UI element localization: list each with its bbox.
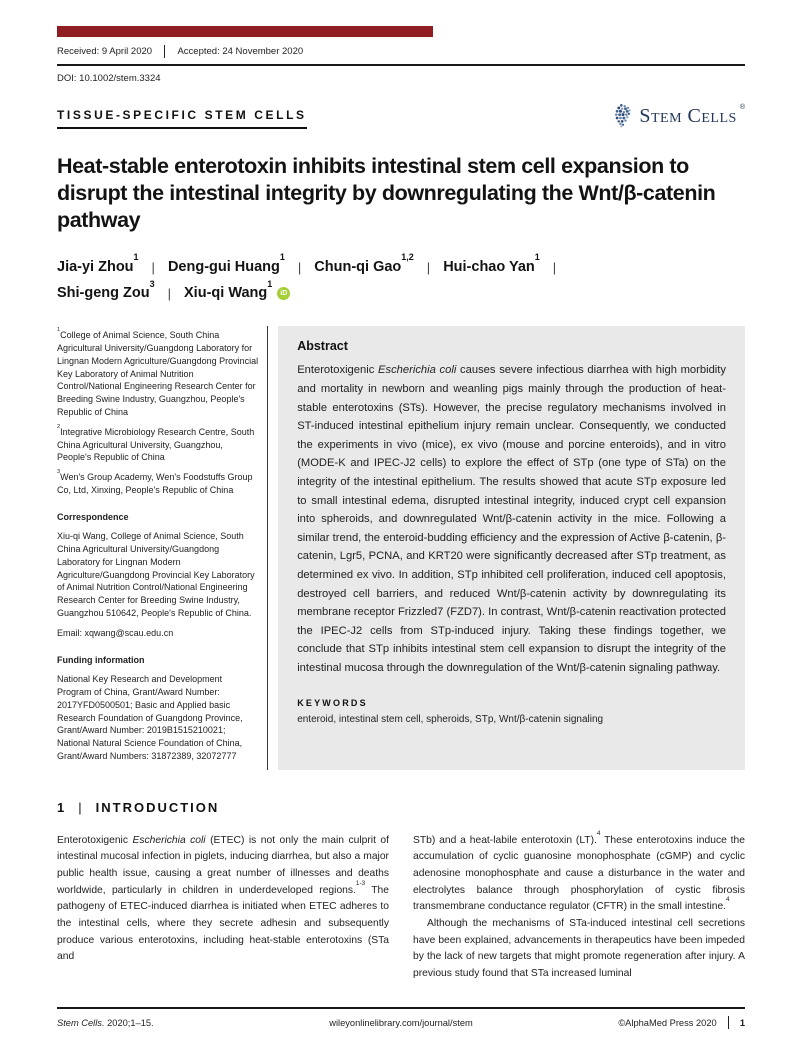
footer-citation: Stem Cells. 2020;1–15. (57, 1017, 154, 1028)
funding-heading: Funding information (57, 654, 145, 665)
author-row-2 (57, 280, 745, 306)
author-list (57, 254, 745, 306)
body-column-left: Enterotoxigenic Escherichia coli (ETEC) is not only the main culprit of intestinal mucosal infection in piglets, inducing diarrhea, but also a major public health issue, causing a great number of illnesses and deaths worldwide, particularly in children in underdeveloped regions.$^{1-3}$ The pathogeny of ETEC-induced diarrhea is initiated when ETEC adheres to the intestinal cells, where they secrete adhesin and subsequently produce various enterotoxins, including heat-stable enterotoxins (STa and (57, 834, 389, 963)
orcid-icon[interactable]: iD (277, 287, 290, 300)
author-row-1 (57, 254, 745, 280)
author-name: Xiu-qi Wang$^1$ (184, 278, 273, 302)
footer-right (543, 1016, 745, 1029)
journal-logo (610, 102, 745, 129)
top-accent-bar (57, 26, 433, 37)
author-name: Deng-gui Huang$^1$ (167, 252, 285, 276)
correspondence-email[interactable]: Email: xqwang@scau.edu.cn (57, 627, 174, 638)
body-column-right (413, 829, 745, 983)
author-separator: | (151, 259, 155, 275)
author-separator: | (297, 259, 302, 275)
author-name: Hui-chao Yan$^1$ (443, 252, 540, 276)
affiliation-3: $^3$Wen's Group Academy, Wen's Foodstuffs Group Co, Ltd, Xinxing, People's Republic of China (57, 469, 253, 495)
section-heading-separator: | (78, 799, 84, 815)
author-name: Shi-geng Zou$^3$ (57, 278, 155, 302)
body-columns (57, 829, 745, 983)
header-rule (57, 64, 745, 66)
journal-logo-text: Stem Cells (639, 104, 737, 127)
footer-row (57, 1016, 745, 1029)
page-footer (57, 1007, 745, 1029)
article-title: Heat-stable enterotoxin inhibits intestinal stem cell expansion to disrupt the intestinal integrity by downregulating the Wnt/β-catenin pathway (57, 154, 716, 233)
article-info-sidebar (57, 326, 259, 769)
dates-row (57, 44, 745, 59)
accepted-date: Accepted: 24 November 2020 (177, 46, 304, 57)
body-paragraph: Although the mechanisms of STa-induced intestinal cell secretions have been explained, advancements in therapeutics have been impeded by the lack of new targets that might promote regeneration after injury. A previous study found that STa increased luminal (413, 917, 745, 979)
author-name: Jia-yi Zhou$^1$ (57, 252, 139, 276)
section-heading-label: INTRODUCTION (95, 799, 220, 815)
footer-journal-url[interactable]: wileyonlinelibrary.com/journal/stem (329, 1017, 473, 1028)
affiliation-2: $^2$Integrative Microbiology Research Centre, South China Agricultural University, Guangzhou, People's Republic of China (57, 423, 255, 463)
section-row (57, 102, 745, 129)
section-number: 1 (57, 799, 67, 815)
abstract-section (57, 326, 745, 769)
keywords-text: enteroid, intestinal stem cell, spheroids, STp, Wnt/β-catenin signaling (297, 713, 604, 725)
section-heading-introduction (57, 800, 745, 815)
article-category-label: TISSUE-SPECIFIC STEM CELLS (57, 108, 307, 129)
funding-text: National Key Research and Development Program of China, Grant/Award Number: 2017YFD0500501; Basic and Applied basic Research Foundation of Guangdong Province, Grant/Award Number: 2019B1515210021; National Natural Science Foundation of China, Grant/Award Numbers: 31872389, 32072777 (57, 674, 243, 761)
author-separator: | (552, 259, 557, 275)
author-name: Chun-qi Gao$^{1,2}$ (314, 252, 414, 276)
page-number: 1 (739, 1017, 746, 1028)
abstract-box (278, 326, 745, 769)
affiliation-1: $^1$College of Animal Science, South China Agricultural University/Guangdong Laboratory for Lingnan Modern Agriculture/Guangdong Provincial Key Laboratory of Animal Nutrition Control/National Engineering Research Center for Breeding Swine Industry, Guangzhou, People's Republic of China (57, 327, 259, 418)
author-separator: | (426, 259, 431, 275)
stem-cells-blob-icon (610, 102, 636, 129)
doi-text: DOI: 10.1002/stem.3324 (57, 73, 161, 84)
author-separator: | (167, 285, 172, 301)
body-paragraph: STb) and a heat-labile enterotoxin (LT).$^4$ These enterotoxins induce the accumulation of cyclic guanosine monophosphate (cGMP) and cyclic adenosine monophosphate and cause a disturbance in the water and electrolytes balance through phosphorylation of cystic fibrosis transmembrane conductance regulator (CFTR) in the small intestine.$^4$ (413, 829, 745, 913)
registered-mark: ® (739, 104, 745, 111)
footer-divider (728, 1016, 729, 1029)
correspondence-text: Xiu-qi Wang, College of Animal Science, South China Agricultural University/Guangdong Laboratory for Lingnan Modern Agriculture/Guangdong Provincial Key Laboratory of Animal Nutrition Control/National Engineering Research Center for Breeding Swine Industry, Guangzhou 510642, People's Republic of China. (57, 531, 255, 618)
correspondence-heading: Correspondence (57, 511, 129, 522)
abstract-heading: Abstract (297, 339, 348, 354)
footer-rule (57, 1007, 745, 1009)
received-date: Received: 9 April 2020 (57, 46, 153, 57)
keywords-heading: KEYWORDS (297, 697, 368, 708)
sidebar-divider (267, 326, 268, 769)
abstract-text: Enterotoxigenic Escherichia coli causes severe infectious diarrhea with high morbidity and mortality in newborn and weanling pigs mainly through the production of heat-stable enterotoxins (STs). However, the precise regulatory mechanisms involved in ST-induced intestinal epithelium injury remain unclear. Consequently, we conducted the experiments in vivo (mice), ex vivo (mouse and porcine enteroids), and in vitro (MODE-K and IPEC-J2 cells) to explore the effect of STp (one type of STa) on the integrity of the intestinal epithelium. The results showed that acute STp exposure led to small intestinal edema, disrupted intestinal integrity, induced crypt cell expansion into spheroids, and downregulated Wnt/β-catenin activity in the mice. Following a similar trend, the enteroid-budding efficiency and the expression of Active β-catenin, β-catenin, Lgr5, PCNA, and KRT20 were significantly decreased after STp treatment, as determined ex vivo. In addition, STp inhibited cell proliferation, induced cell apoptosis, destroyed cell barriers, and reduced Wnt/β-catenin activity by downregulating its membrane receptor Frizzled7 (FZD7). In contrast, Wnt/β-catenin reactivation protected the IPEC-J2 cells from STp-induced injury. Taking these findings together, we conclude that STp inhibits intestinal stem cell expansion to disrupt the integrity of the intestinal mucosa through the downregulation of the Wnt/β-catenin signaling pathway. (297, 364, 726, 674)
dates-divider (164, 45, 165, 58)
footer-copyright: ©AlphaMed Press 2020 (618, 1017, 717, 1028)
